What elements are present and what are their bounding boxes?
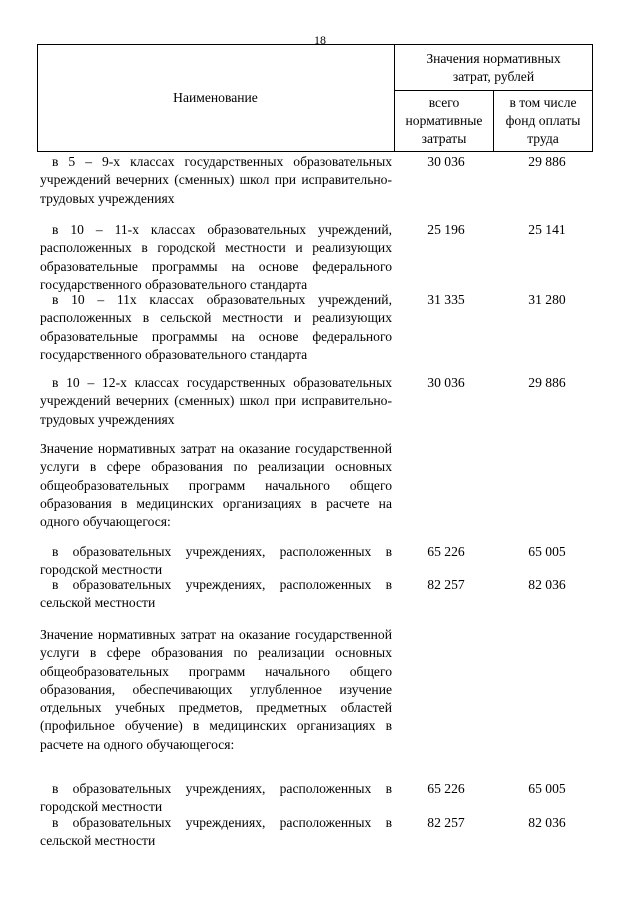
row-wage: 25 141 [528, 222, 566, 237]
row-total: 25 196 [427, 222, 465, 237]
row-total: 82 257 [427, 815, 465, 830]
row-name: в 10 – 11х классах образовательных учреждений, расположенных в сельской местности и реализующих образовательные программы на основе федерального государственного образовательного стандарта [40, 292, 392, 362]
row-wage: 29 886 [528, 154, 566, 169]
row-total: 30 036 [427, 375, 465, 390]
row-total: 30 036 [427, 154, 465, 169]
row-total: 82 257 [427, 577, 465, 592]
row-wage: 65 005 [528, 544, 566, 559]
row-name: Значение нормативных затрат на оказание государственной услуги в сфере образования по реализации основных общеобразовательных программ начального общего образования, обеспечивающих углубленное изучение отдельных учебных предметов, предметных областей (профильное обучение) в медицинских организациях в расчете на одного обучающегося: [40, 627, 392, 752]
row-wage: 82 036 [528, 815, 566, 830]
table-header [37, 44, 593, 152]
row-name: в 10 – 11-х классах образовательных учреждений, расположенных в городской местности и реализующих образовательные программы на основе федерального государственного образовательного стандарта [40, 222, 392, 292]
page-number: 18 [314, 33, 326, 47]
row-name: в образовательных учреждениях, расположенных в сельской местности [40, 577, 392, 611]
header-name: Наименование [173, 90, 258, 105]
row-total: 65 226 [427, 544, 465, 559]
row-name: в образовательных учреждениях, расположенных в сельской местности [40, 815, 392, 849]
header-col-total: всего нормативные затраты [405, 95, 483, 146]
header-border-right [592, 44, 593, 152]
row-wage: 31 280 [528, 292, 566, 307]
row-wage: 29 886 [528, 375, 566, 390]
row-name: в образовательных учреждениях, расположенных в городской местности [40, 544, 392, 578]
row-name: в 5 – 9-х классах государственных образовательных учреждений вечерних (сменных) школ при исправительно-трудовых учреждениях [40, 154, 392, 206]
row-wage: 82 036 [528, 577, 566, 592]
row-name: Значение нормативных затрат на оказание государственной услуги в сфере образования по реализации основных общеобразовательных программ начального общего образования в медицинских организациях в расчете на одного обучающегося: [40, 441, 392, 530]
row-name: в 10 – 12-х классах государственных образовательных учреждений вечерних (сменных) школ при исправительно-трудовых учреждениях [40, 375, 392, 427]
row-wage: 65 005 [528, 781, 566, 796]
row-total: 65 226 [427, 781, 465, 796]
header-col-wage: в том числе фонд оплаты труда [505, 95, 581, 146]
row-name: в образовательных учреждениях, расположенных в городской местности [40, 781, 392, 815]
row-total: 31 335 [427, 292, 465, 307]
header-values-group: Значения нормативных затрат, рублей [426, 51, 561, 84]
